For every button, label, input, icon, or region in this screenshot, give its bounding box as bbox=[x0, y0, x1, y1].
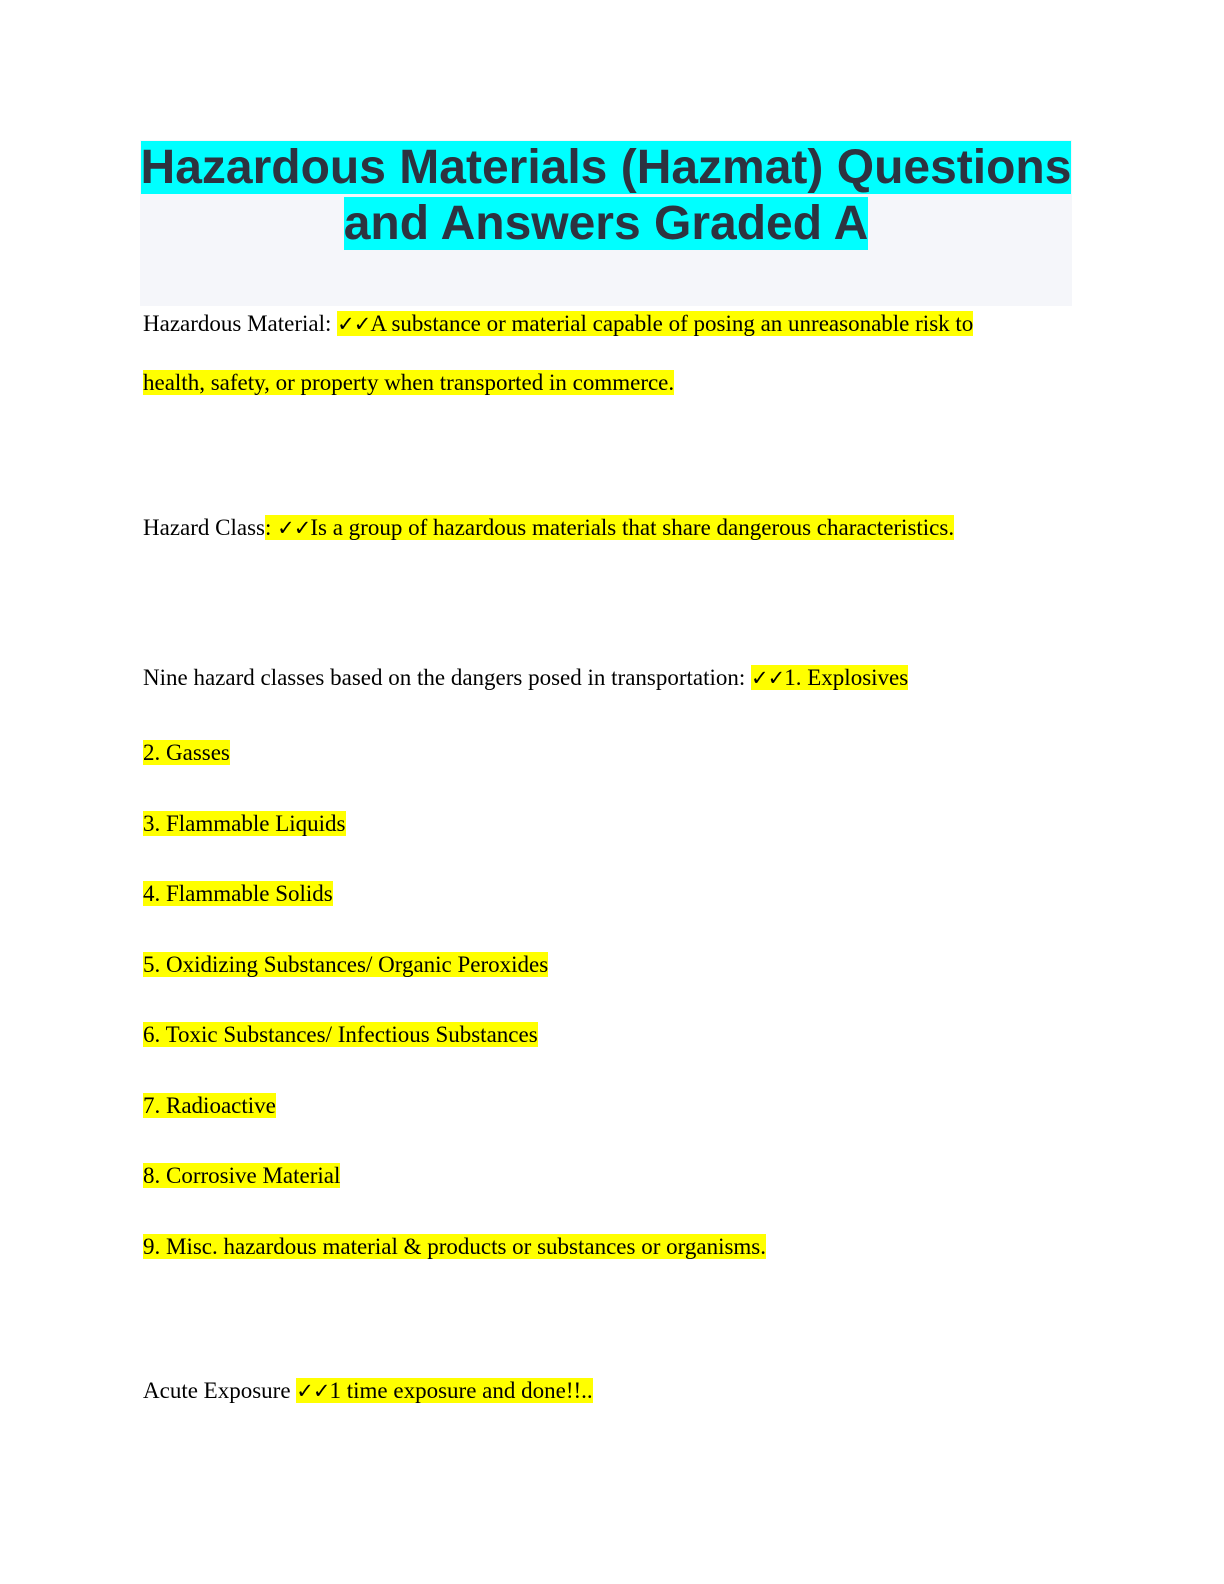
answer-highlight bbox=[265, 515, 954, 540]
page-title bbox=[140, 140, 1072, 252]
check-mark-icon: ✓✓ bbox=[277, 516, 311, 540]
list-item-row bbox=[143, 879, 333, 909]
list-item-row bbox=[143, 809, 346, 839]
entry-hazard-class bbox=[143, 513, 954, 543]
list-item-row bbox=[143, 950, 548, 980]
answer-highlight bbox=[337, 311, 973, 336]
list-item-row bbox=[143, 1091, 276, 1121]
list-item: 1. Explosives bbox=[784, 665, 909, 690]
answer-highlight bbox=[296, 1378, 592, 1403]
term-label: Nine hazard classes based on the dangers posed in transportation: bbox=[143, 665, 752, 690]
check-mark-icon: ✓✓ bbox=[296, 1379, 330, 1403]
check-mark-icon: ✓✓ bbox=[337, 312, 371, 336]
list-item-row bbox=[143, 1232, 766, 1262]
list-item-row bbox=[143, 1020, 538, 1050]
list-item: 3. Flammable Liquids bbox=[143, 811, 346, 836]
list-item: 7. Radioactive bbox=[143, 1093, 276, 1118]
entry-hazardous-material-cont bbox=[143, 368, 674, 398]
term-label: Acute Exposure bbox=[143, 1378, 297, 1403]
entry-hazardous-material bbox=[143, 309, 973, 339]
list-item: 6. Toxic Substances/ Infectious Substances bbox=[143, 1022, 538, 1047]
list-item-row bbox=[143, 1161, 340, 1191]
answer-highlight bbox=[751, 665, 908, 690]
entry-nine-hazard-classes bbox=[143, 663, 908, 693]
answer-text: 1 time exposure and done!!.. bbox=[329, 1378, 593, 1403]
answer-text: health, safety, or property when transported in commerce. bbox=[143, 370, 675, 395]
check-mark-icon: ✓✓ bbox=[751, 666, 785, 690]
title-box bbox=[140, 140, 1072, 306]
entry-acute-exposure bbox=[143, 1376, 593, 1406]
list-item: 5. Oxidizing Substances/ Organic Peroxides bbox=[143, 952, 549, 977]
term-label: Hazard Class bbox=[143, 515, 265, 540]
answer-text: A substance or material capable of posing an unreasonable risk to bbox=[370, 311, 974, 336]
list-item: 8. Corrosive Material bbox=[143, 1163, 341, 1188]
term-separator: : bbox=[265, 515, 278, 540]
term-label: Hazardous Material: bbox=[143, 311, 338, 336]
list-item: 9. Misc. hazardous material & products or substances or organisms. bbox=[143, 1234, 766, 1259]
list-item: 4. Flammable Solids bbox=[143, 881, 333, 906]
list-item-row bbox=[143, 738, 230, 768]
list-item: 2. Gasses bbox=[143, 740, 230, 765]
title-highlight: Hazardous Materials (Hazmat) Questions and Answers Graded A bbox=[140, 141, 1072, 250]
answer-text: Is a group of hazardous materials that share dangerous characteristics. bbox=[310, 515, 955, 540]
